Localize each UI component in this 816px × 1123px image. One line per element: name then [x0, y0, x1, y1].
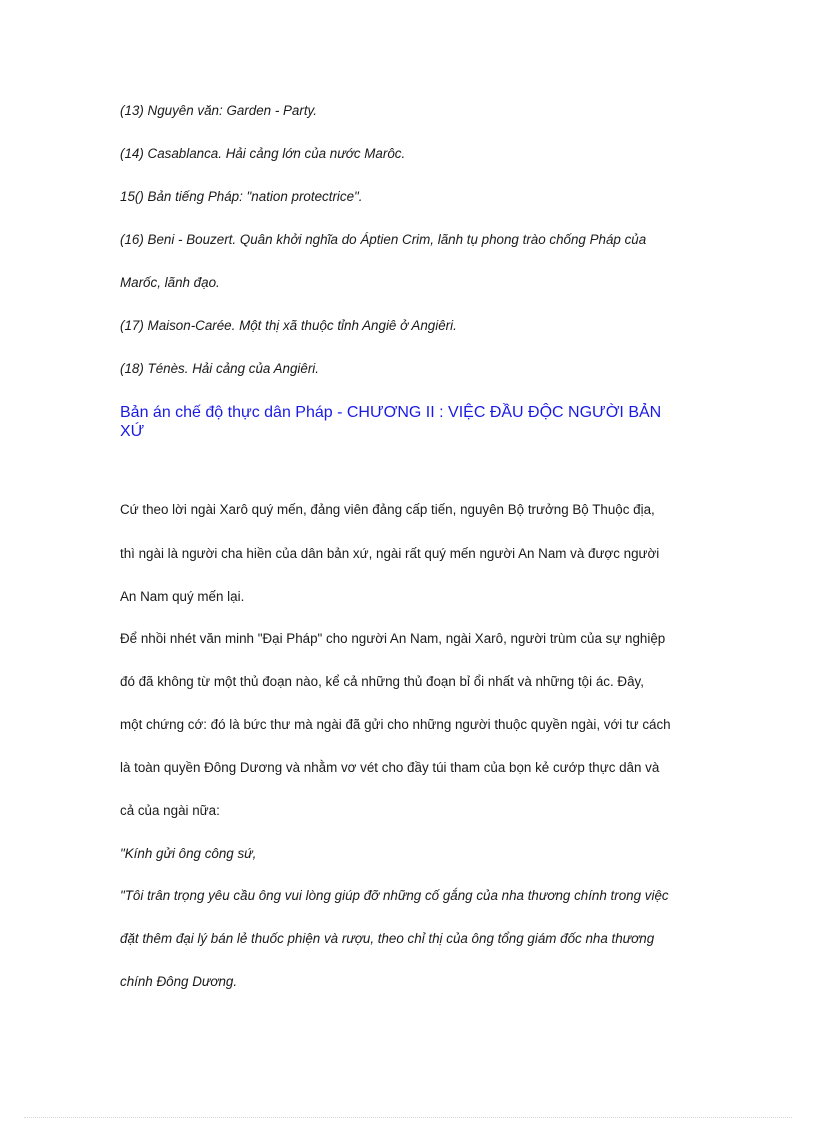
body-line: thì ngài là người cha hiền của dân bản xứ, ngài rất quý mến người An Nam và được người — [120, 546, 660, 561]
letter-salutation: "Kính gửi ông công sứ, — [120, 846, 257, 861]
body-line: Để nhồi nhét văn minh "Đại Pháp" cho người An Nam, ngài Xarô, người trùm của sự nghiệp — [120, 631, 666, 646]
letter-line: đặt thêm đại lý bán lẻ thuốc phiện và rượu, theo chỉ thị của ông tổng giám đốc nha thương — [120, 931, 655, 946]
footnote-13: (13) Nguyên văn: Garden - Party. — [120, 103, 317, 118]
body-line: là toàn quyền Đông Dương và nhằm vơ vét cho đầy túi tham của bọn kẻ cướp thực dân và — [120, 760, 660, 775]
chapter-heading — [120, 403, 700, 441]
letter-line: chính Đông Dương. — [120, 974, 238, 989]
body-line: cả của ngài nữa: — [120, 803, 220, 818]
footnote-18: (18) Ténès. Hải cảng của Angiêri. — [120, 361, 319, 376]
footnote-15: 15() Bản tiếng Pháp: "nation protectrice". — [120, 189, 363, 204]
footnote-16: (16) Beni - Bouzert. Quân khởi nghĩa do Áptien Crim, lãnh tụ phong trào chống Pháp của — [120, 232, 647, 247]
body-line: Cứ theo lời ngài Xarô quý mến, đảng viên đảng cấp tiến, nguyên Bộ trưởng Bộ Thuộc địa, — [120, 502, 655, 517]
footnote-16-continued: Marốc, lãnh đạo. — [120, 275, 220, 290]
body-line: một chứng cớ: đó là bức thư mà ngài đã gửi cho những người thuộc quyền ngài, với tư cách — [120, 717, 671, 732]
footnote-17: (17) Maison-Carée. Một thị xã thuộc tỉnh Angiê ở Angiêri. — [120, 318, 457, 333]
body-line: An Nam quý mến lại. — [120, 589, 245, 604]
body-line: đó đã không từ một thủ đoạn nào, kể cả những thủ đoạn bỉ ổi nhất và những tội ác. Đây, — [120, 674, 644, 689]
chapter-heading-line-2: XỨ — [120, 423, 145, 440]
footnote-14: (14) Casablanca. Hải cảng lớn của nước Marôc. — [120, 146, 406, 161]
page-bottom-divider — [24, 1117, 792, 1118]
letter-line: "Tôi trân trọng yêu cầu ông vui lòng giúp đỡ những cố gắng của nha thương chính trong việc — [120, 888, 669, 903]
chapter-heading-line-1: Bản án chế độ thực dân Pháp - CHƯƠNG II : VIỆC ĐẦU ĐỘC NGƯỜI BẢN — [120, 404, 662, 421]
